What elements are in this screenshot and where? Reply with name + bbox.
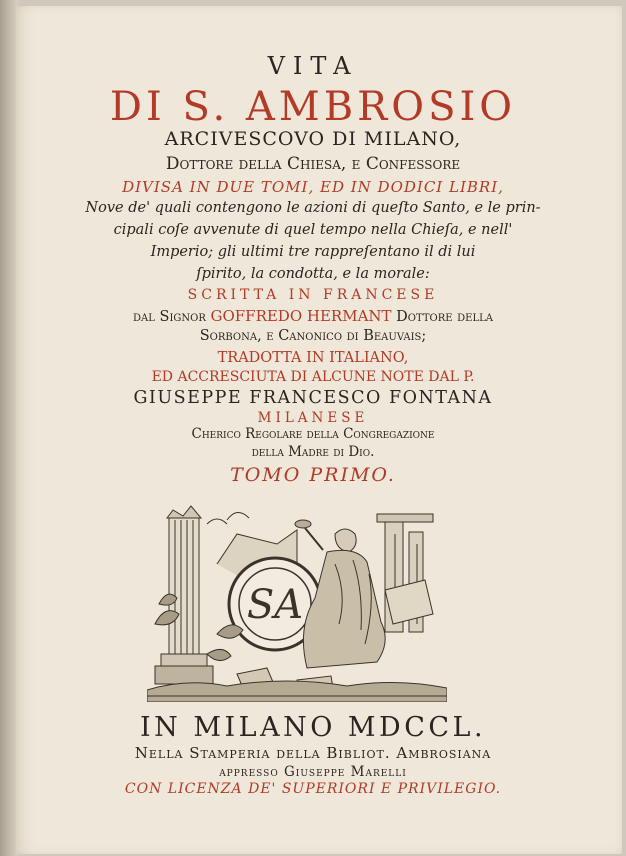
translated-line: TRADOTTA IN ITALIANO, — [217, 350, 409, 366]
description-line-1: Nove de' quali contengono le azioni di queſto Santo, e le prin- — [85, 200, 541, 216]
subtitle-doctor: Dottore della Chiesa, e Confessore — [165, 154, 461, 174]
translator-order-1: Cherico Regolare della Congregazione — [191, 426, 435, 442]
subtitle-division: DIVISA IN DUE TOMI, ED IN DODICI LIBRI, — [122, 178, 504, 196]
engraved-vignette — [147, 504, 447, 702]
imprint-press: Nella Stamperia della Bibliot. Ambrosiana — [134, 744, 492, 762]
imprint-place-date: IN MILANO MDCCL. — [139, 712, 487, 743]
translator-origin: MILANESE — [257, 410, 369, 426]
description-line-2: cipali coſe avvenute di quel tempo nella Chieſa, e nell' — [113, 222, 513, 238]
author-line — [0, 307, 626, 325]
translator-name: GIUSEPPE FRANCESCO FONTANA — [133, 388, 493, 408]
subtitle-archbishop: ARCIVESCOVO DI MILANO, — [164, 128, 462, 150]
monogram: SA — [246, 582, 304, 628]
author-prefix: dal Signor — [133, 309, 211, 325]
imprint-license: CON LICENZA DE' SUPERIORI E PRIVILEGIO. — [124, 781, 502, 797]
volume-label: TOMO PRIMO. — [230, 464, 396, 486]
written-in-french: SCRITTA IN FRANCESE — [187, 287, 439, 303]
description-line-4: ſpirito, la condotta, e la morale: — [196, 266, 430, 282]
enlarged-line: ED ACCRESCIUTA DI ALCUNE NOTE DAL P. — [151, 369, 475, 385]
imprint-printer: appresso Giuseppe Marelli — [219, 764, 407, 780]
title-main: DI S. AMBROSIO — [109, 84, 517, 130]
description-line-3: Imperio; gli ultimi tre rappreſentano il di lui — [150, 244, 476, 260]
title-vita: VITA — [267, 52, 359, 80]
translator-order-2: della Madre di Dio. — [251, 444, 375, 460]
author-affiliation: Sorbona, e Canonico di Beauvais; — [199, 328, 427, 344]
author-name: GOFFREDO HERMANT — [210, 307, 392, 325]
author-suffix: Dottore della — [391, 309, 493, 325]
